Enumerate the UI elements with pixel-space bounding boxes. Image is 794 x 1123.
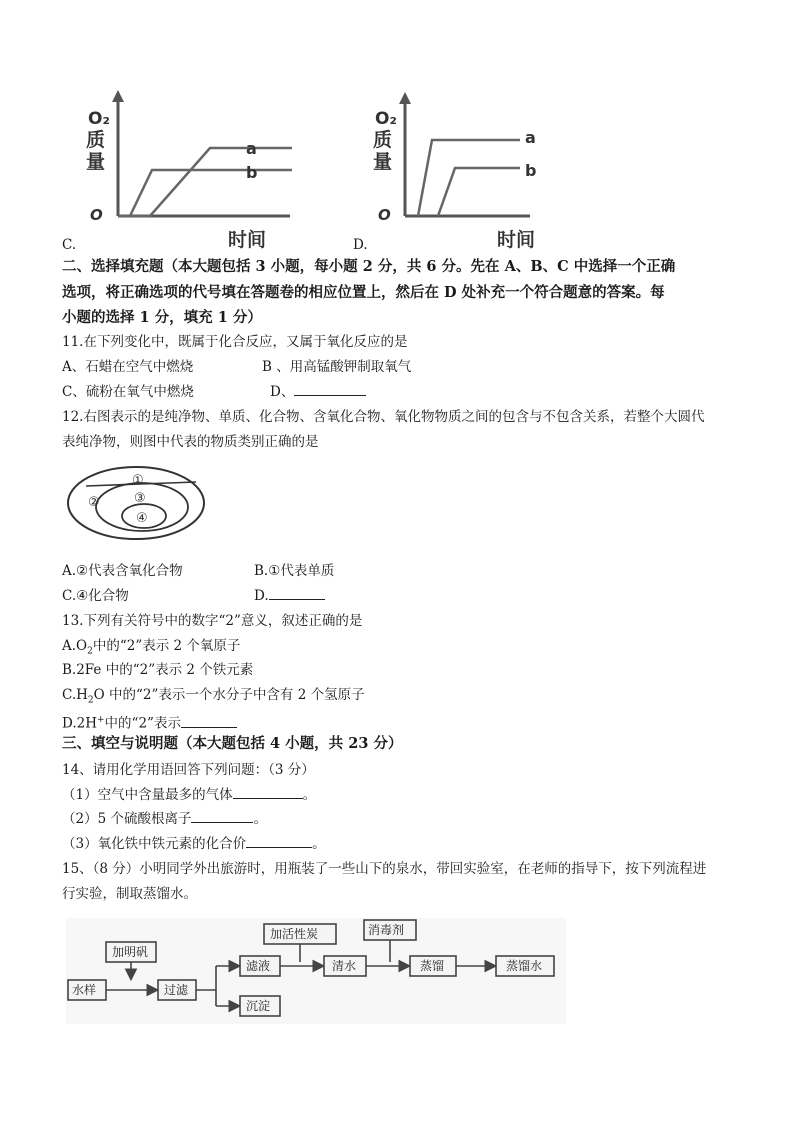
add-alum-label: 加明矾 xyxy=(112,945,149,959)
y-label-zhi: 质 xyxy=(86,129,106,151)
graphs-figure xyxy=(60,88,580,258)
q11-option-a: A、石蜡在空气中燃烧 xyxy=(62,359,194,375)
sediment-label: 沉淀 xyxy=(246,999,271,1013)
y-label-o2: O₂ xyxy=(375,109,397,129)
q12-option-a: A.②代表含氧化合物 xyxy=(62,563,183,579)
q14-part-2: （2）5 个硫酸根离子 。 xyxy=(62,811,267,827)
q12-stem-2: 表纯净物，则图中代表的物质类别正确的是 xyxy=(62,434,319,450)
distilled-water-label: 蒸馏水 xyxy=(506,959,543,973)
filter-label: 过滤 xyxy=(164,983,189,997)
y-label-liang: 量 xyxy=(373,151,393,173)
disinfectant-label: 消毒剂 xyxy=(368,923,405,937)
q12-stem-1: 12.右图表示的是纯净物、单质、化合物、含氧化合物、氧化物物质之间的包含与不包含关系，若整个大圆代 xyxy=(62,409,705,425)
series-b-label: b xyxy=(525,161,537,180)
q13-option-a: $A.O_2$中的“2”表示 2 个氧原子 xyxy=(62,638,241,657)
y-label-zhi: 质 xyxy=(373,129,393,151)
series-a-label: a xyxy=(246,139,257,158)
q11-option-d: D、 xyxy=(270,383,366,401)
x-label: 时间 xyxy=(228,229,267,251)
q12-circle-diagram xyxy=(64,462,214,544)
series-a-line xyxy=(418,140,520,216)
graph-c xyxy=(86,90,292,251)
series-a-line xyxy=(118,148,292,216)
q13-stem: 13.下列有关符号中的数字“2”意义，叙述正确的是 xyxy=(62,613,363,629)
series-b-line xyxy=(438,168,520,216)
y-label-liang: 量 xyxy=(86,151,106,173)
q13-option-b: B.2Fe 中的“2”表示 2 个铁元素 xyxy=(62,662,254,678)
section3-heading: 三、填空与说明题（本大题包括 4 小题，共 23 分） xyxy=(62,735,403,752)
circle-label-2: ② xyxy=(88,495,100,510)
q11-stem: 11.在下列变化中，既属于化合反应，又属于氧化反应的是 xyxy=(62,334,408,350)
clear-water-label: 清水 xyxy=(332,959,357,973)
y-label-o2: O₂ xyxy=(88,109,110,129)
q14-stem: 14、请用化学用语回答下列问题：（3 分） xyxy=(62,762,315,778)
series-a-label: a xyxy=(525,128,536,147)
q12-option-d: D. xyxy=(254,587,325,605)
q11-option-b: B 、用高锰酸钾制取氧气 xyxy=(262,359,412,375)
distill-label: 蒸馏 xyxy=(420,959,445,973)
q15-flowchart xyxy=(66,918,566,1024)
q13-option-d: D.2H+中的“2”表示 xyxy=(62,711,237,733)
circle-label-1: ① xyxy=(132,473,144,488)
section2-heading: 二、选择填充题（本大题包括 3 小题，每小题 2 分，共 6 分。先在 A、B、C 中选择一个正确 xyxy=(62,258,676,275)
filtrate-label: 滤液 xyxy=(246,959,271,973)
q15-stem-1: 15、（8 分）小明同学外出旅游时，用瓶装了一些山下的泉水，带回实验室，在老师的指导下，按下列流程进 xyxy=(62,861,707,877)
circle-label-3: ③ xyxy=(134,491,146,506)
graph-d xyxy=(373,92,536,251)
series-b-label: b xyxy=(246,163,258,182)
section2-heading-3: 小题的选择 1 分，填充 1 分） xyxy=(62,309,262,326)
section2-heading-2: 选项，将正确选项的代号填在答题卷的相应位置上，然后在 D 处补充一个符合题意的答案。每 xyxy=(62,284,665,301)
series-b-line xyxy=(130,170,292,216)
x-label: 时间 xyxy=(497,229,536,251)
q11-option-c: C、硫粉在氧气中燃烧 xyxy=(62,384,194,400)
q13-option-c: $C.H_2O$ 中的“2”表示一个水分子中含有 2 个氢原子 xyxy=(62,687,365,706)
water-sample-label: 水样 xyxy=(72,983,97,997)
origin-label: O xyxy=(378,206,391,224)
option-c-graph-label: C. xyxy=(62,237,77,253)
q14-part-1: （1）空气中含量最多的气体 。 xyxy=(62,787,317,803)
circle-label-4: ④ xyxy=(136,511,148,526)
option-d-graph-label: D. xyxy=(353,237,368,253)
q15-stem-2: 行实验，制取蒸馏水。 xyxy=(62,886,197,902)
q14-part-3: （3）氧化铁中铁元素的化合价 。 xyxy=(62,836,326,852)
origin-label: O xyxy=(90,206,103,224)
q12-option-c: C.④化合物 xyxy=(62,588,129,604)
add-carbon-label: 加活性炭 xyxy=(270,927,319,941)
q12-option-b: B.①代表单质 xyxy=(254,563,335,579)
